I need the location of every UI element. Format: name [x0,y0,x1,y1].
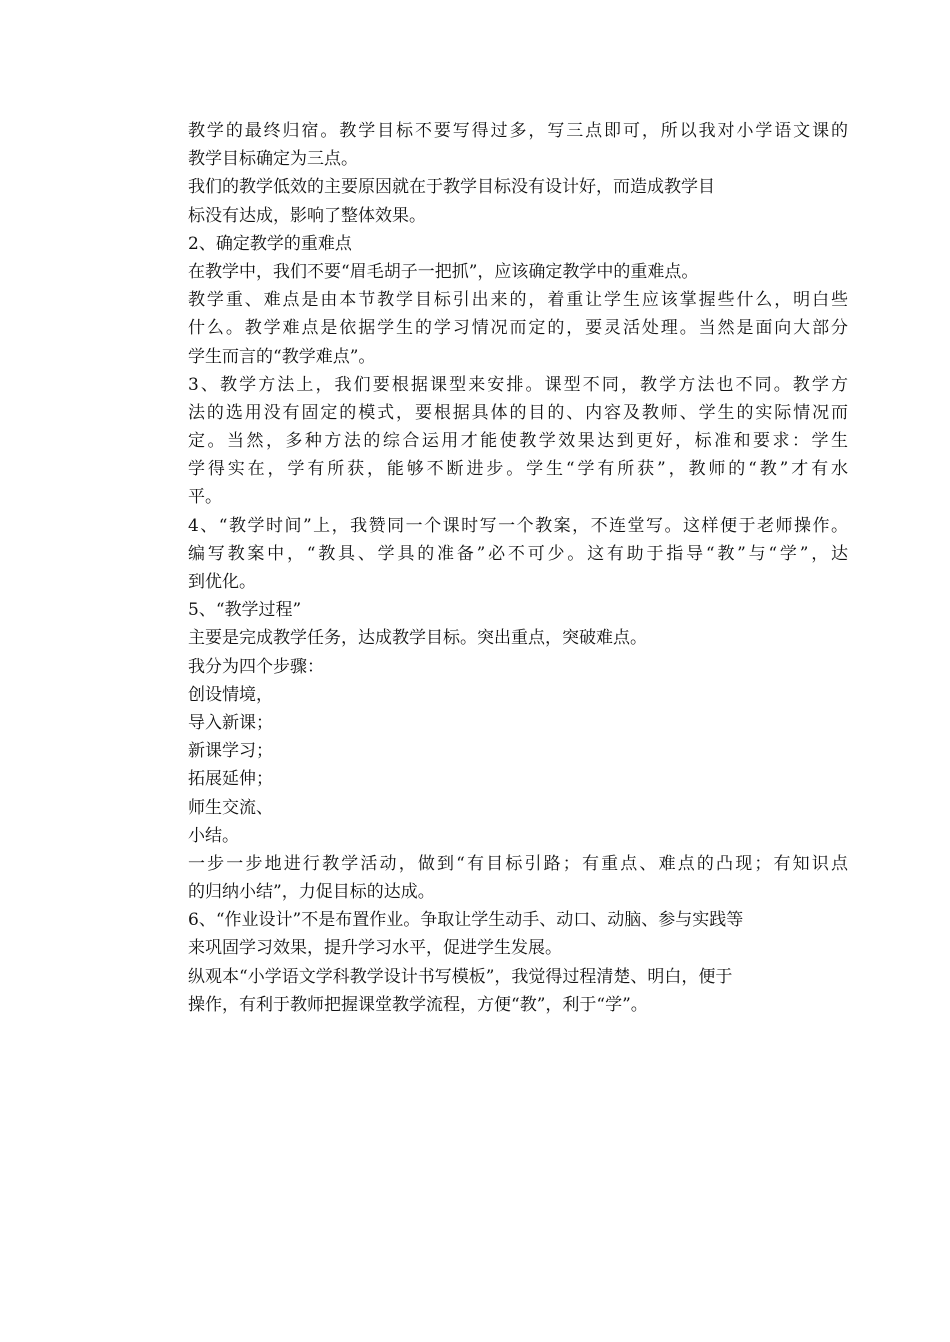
text-line: 教学目标确定为三点。 [188,149,358,170]
text-line: 5、“教学过程” [188,600,302,621]
text-line: 到优化。 [188,572,256,592]
text-line: 来巩固学习效果，提升学习水平，促进学生发展。 [188,938,562,959]
text-line: 2、确定教学的重难点 [188,233,352,254]
text-line: 小结。 [188,825,239,846]
text-line: 平。 [188,487,222,508]
text-line: 学生而言的“教学难点”。 [188,346,376,367]
text-line: 4、“教学时间”上，我赞同一个课时写一个教案，不连堂写。这样便于老师操作。 [188,515,848,536]
text-line: 标没有达成，影响了整体效果。 [188,205,426,226]
text-line: 创设情境， [188,684,273,705]
text-line: 教学重、难点是由本节教学目标引出来的，着重让学生应该掌握些什么，明白些 [188,290,848,311]
text-line: 教学的最终归宿。教学目标不要写得过多，写三点即可，所以我对小学语文课的 [188,121,848,141]
text-line: 法的选用没有固定的模式，要根据具体的目的、内容及教师、学生的实际情况而 [188,402,848,423]
text-line: 操作，有利于教师把握课堂教学流程，方便“教”，利于“学”。 [188,994,648,1015]
text-line: 编写教案中，“教具、学具的准备”必不可少。这有助于指导“教”与“学”，达 [188,543,848,564]
text-line: 主要是完成教学任务，达成教学目标。突出重点，突破难点。 [188,628,647,649]
text-line: 拓展延伸； [188,769,273,790]
text-line: 纵观本“小学语文学科教学设计书写模板”，我觉得过程清楚、明白，便于 [188,966,733,987]
text-line: 新课学习； [188,741,273,762]
text-line: 导入新课； [188,712,273,733]
document-body [188,117,853,1019]
text-line: 学得实在，学有所获，能够不断进步。学生“学有所获”，教师的“教”才有水 [188,459,848,480]
text-line: 一步一步地进行教学活动，做到“有目标引路；有重点、难点的凸现；有知识点 [188,853,848,874]
text-line: 的归纳小结”，力促目标的达成。 [188,882,435,903]
text-line: 在教学中，我们不要“眉毛胡子一把抓”，应该确定教学中的重难点。 [188,261,699,282]
text-line: 我们的教学低效的主要原因就在于教学目标没有设计好，而造成教学目 [188,177,715,198]
text-line: 什么。教学难点是依据学生的学习情况而定的，要灵活处理。当然是面向大部分 [188,318,848,339]
text-line: 3、教学方法上，我们要根据课型来安排。课型不同，教学方法也不同。教学方 [188,374,848,395]
text-line: 6、“作业设计”不是布置作业。争取让学生动手、动口、动脑、参与实践等 [188,910,744,931]
text-line: 定。当然，多种方法的综合运用才能使教学效果达到更好，标准和要求：学生 [188,431,848,452]
text-line: 师生交流、 [188,797,273,818]
text-line: 我分为四个步骤： [188,656,324,677]
